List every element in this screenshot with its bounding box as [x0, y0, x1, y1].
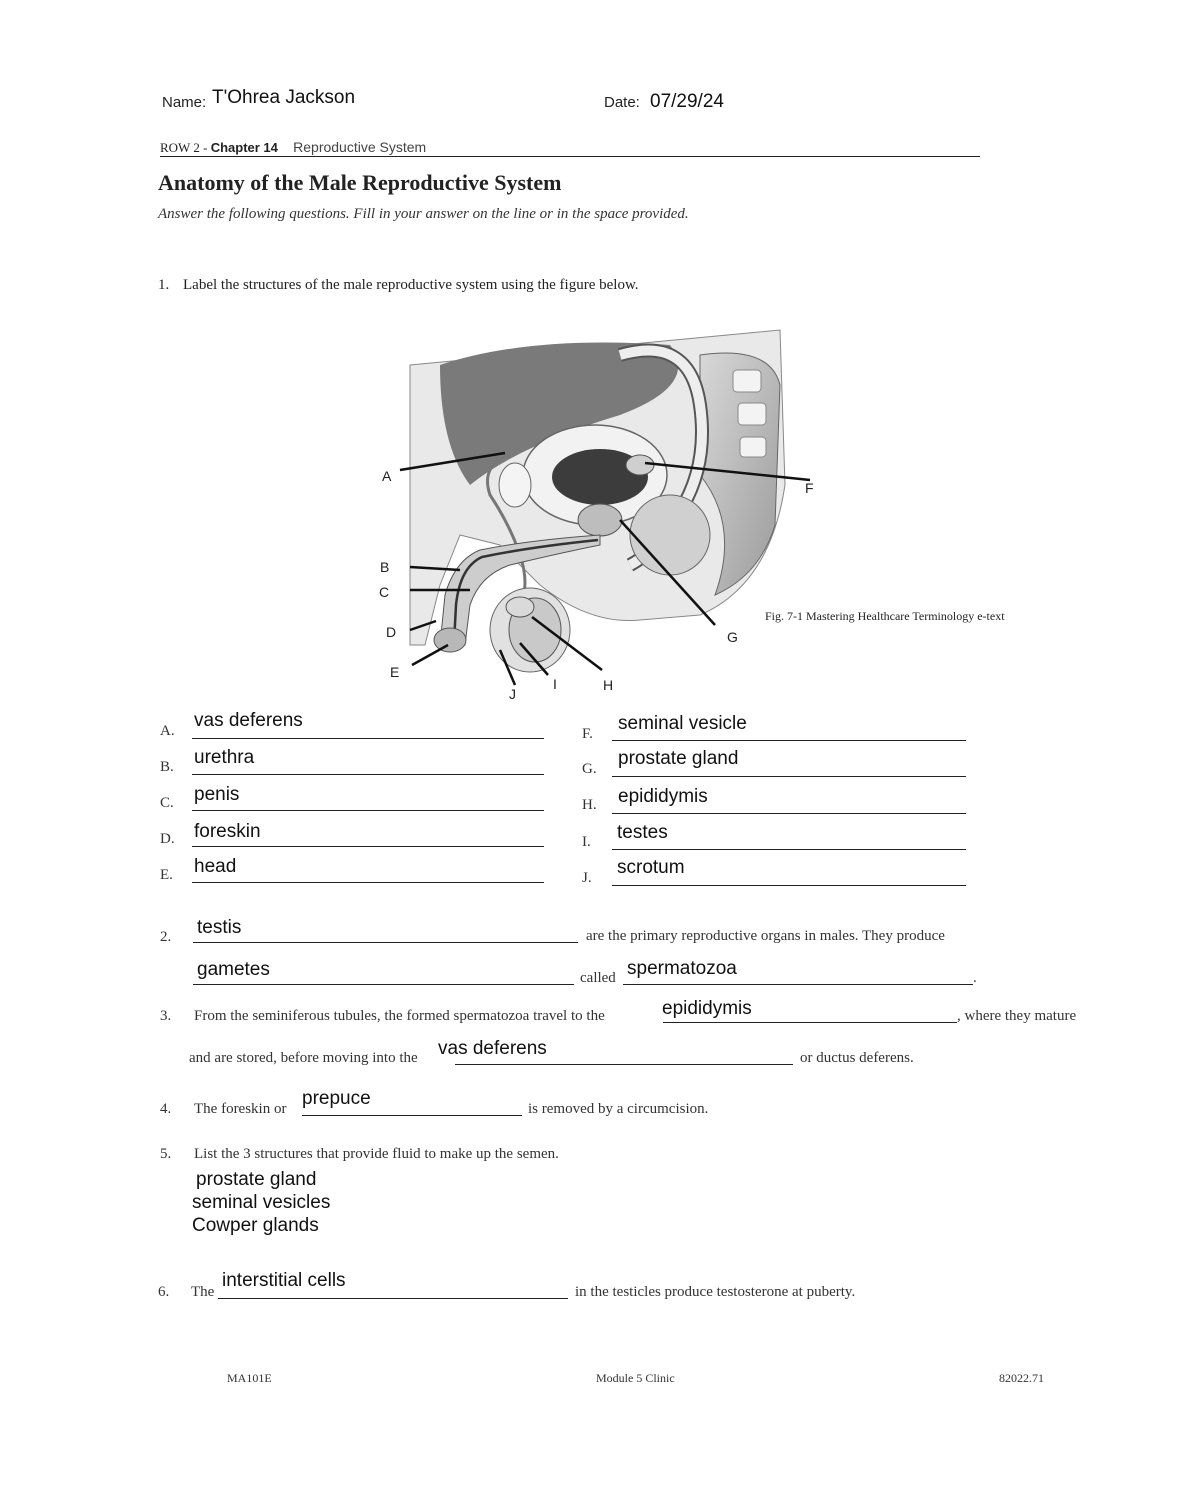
q3-text-2: , where they mature	[957, 1008, 1077, 1024]
answer-line-i	[612, 849, 966, 850]
q3-answer-2[interactable]: vas deferens	[438, 1038, 547, 1059]
date-label: Date:	[604, 94, 640, 111]
glans	[434, 628, 466, 652]
row-prefix: ROW 2 -	[160, 140, 208, 155]
vertebra-1	[733, 370, 761, 392]
q4-answer[interactable]: prepuce	[302, 1088, 371, 1109]
answer-f[interactable]: seminal vesicle	[618, 713, 747, 734]
fig-letter-a: A	[382, 468, 392, 484]
q5-answer-1[interactable]: prostate gland	[196, 1169, 317, 1190]
q3-answer-1[interactable]: epididymis	[662, 998, 752, 1019]
q2-end: .	[973, 970, 977, 986]
q5-answer-3[interactable]: Cowper glands	[192, 1215, 319, 1236]
anatomy-figure	[370, 325, 830, 705]
q2-text-2: called	[580, 970, 616, 986]
answer-g[interactable]: prostate gland	[618, 748, 739, 769]
q2-answer-2[interactable]: gametes	[197, 959, 270, 980]
answer-line-b	[192, 774, 544, 775]
answer-h[interactable]: epididymis	[618, 786, 708, 807]
answer-letter-a: A.	[160, 723, 175, 739]
q2-line-1	[193, 942, 578, 943]
answer-c[interactable]: penis	[194, 784, 240, 805]
answer-e[interactable]: head	[194, 856, 237, 877]
answer-j[interactable]: scrotum	[617, 857, 685, 878]
answer-line-a	[192, 738, 544, 739]
name-label: Name:	[162, 94, 207, 111]
answer-letter-d: D.	[160, 831, 175, 847]
q5-answer-2[interactable]: seminal vesicles	[192, 1192, 331, 1213]
answer-line-j	[612, 885, 966, 886]
vertebra-3	[740, 437, 766, 457]
name-value[interactable]: T'Ohrea Jackson	[212, 87, 356, 108]
footer-left: MA101E	[227, 1371, 272, 1385]
fig-letter-j: J	[509, 686, 516, 702]
q5-text: List the 3 structures that provide fluid to make up the semen.	[194, 1146, 559, 1162]
answer-b[interactable]: urethra	[194, 747, 255, 768]
date-value[interactable]: 07/29/24	[650, 91, 724, 112]
answer-d[interactable]: foreskin	[194, 821, 261, 842]
answer-i[interactable]: testes	[617, 822, 668, 843]
answer-line-d	[192, 846, 544, 847]
answer-letter-e: E.	[160, 867, 173, 883]
answer-line-e	[192, 882, 544, 883]
q6-text-2: in the testicles produce testosterone at puberty.	[575, 1284, 856, 1300]
q4-text-1: The foreskin or	[194, 1101, 287, 1117]
answer-letter-f: F.	[582, 726, 593, 742]
answer-line-c	[192, 810, 544, 811]
answer-line-f	[612, 740, 966, 741]
row-chapter-line	[160, 139, 980, 157]
rectum-lower	[630, 495, 710, 575]
fig-letter-f: F	[805, 480, 814, 496]
q3-number: 3.	[160, 1008, 172, 1024]
answer-letter-b: B.	[160, 759, 174, 775]
instructions: Answer the following questions. Fill in your answer on the line or in the space provided.	[158, 206, 689, 222]
q3-line-2	[455, 1064, 793, 1065]
page-title: Anatomy of the Male Reproductive System	[158, 170, 562, 195]
fig-letter-h: H	[603, 677, 614, 693]
q6-number: 6.	[158, 1284, 170, 1300]
q3-text-4: or ductus deferens.	[800, 1050, 914, 1066]
q5-number: 5.	[160, 1146, 172, 1162]
q3-line-1	[663, 1022, 957, 1023]
vertebra-2	[738, 403, 766, 425]
answer-line-g	[612, 776, 966, 777]
q6-answer[interactable]: interstitial cells	[222, 1270, 346, 1291]
fig-letter-g: G	[727, 629, 738, 645]
q6-text-1: The	[191, 1284, 215, 1300]
seminal-vesicle-shape	[626, 455, 654, 475]
fig-letter-e: E	[390, 664, 400, 680]
q2-number: 2.	[160, 929, 172, 945]
fig-letter-d: D	[386, 624, 397, 640]
q2-text-1: are the primary reproductive organs in males. They produce	[586, 928, 945, 944]
q4-text-2: is removed by a circumcision.	[528, 1101, 709, 1117]
fig-letter-b: B	[380, 559, 390, 575]
q2-answer-1[interactable]: testis	[197, 917, 242, 938]
q2-answer-3[interactable]: spermatozoa	[627, 958, 737, 979]
answer-a[interactable]: vas deferens	[194, 710, 303, 731]
q6-line	[218, 1298, 568, 1299]
q1-number: 1.	[158, 277, 170, 293]
footer-right: 82022.71	[999, 1371, 1044, 1385]
chapter-label: Chapter 14	[210, 140, 278, 155]
q2-line-3	[623, 984, 973, 985]
footer-center: Module 5 Clinic	[596, 1371, 675, 1385]
q3-text-1: From the seminiferous tubules, the formed spermatozoa travel to the	[194, 1008, 605, 1024]
q4-number: 4.	[160, 1101, 172, 1117]
fig-letter-c: C	[379, 584, 390, 600]
epididymis-shape	[506, 597, 534, 617]
q2-line-2	[193, 984, 574, 985]
answer-letter-c: C.	[160, 795, 174, 811]
topic-label: Reproductive System	[293, 139, 427, 155]
q1-text: Label the structures of the male reproductive system using the figure below.	[183, 277, 639, 293]
fig-letter-i: I	[553, 676, 557, 692]
answer-letter-g: G.	[582, 761, 597, 777]
answer-letter-i: I.	[582, 834, 591, 850]
figure-caption: Fig. 7-1 Mastering Healthcare Terminology e-text	[765, 609, 1005, 623]
q3-text-3: and are stored, before moving into the	[189, 1050, 418, 1066]
pubic-bone	[499, 463, 531, 507]
answer-letter-h: H.	[582, 797, 597, 813]
prostate-shape	[578, 504, 622, 536]
answer-line-h	[612, 813, 966, 814]
q4-line	[302, 1115, 522, 1116]
answer-letter-j: J.	[582, 870, 592, 886]
